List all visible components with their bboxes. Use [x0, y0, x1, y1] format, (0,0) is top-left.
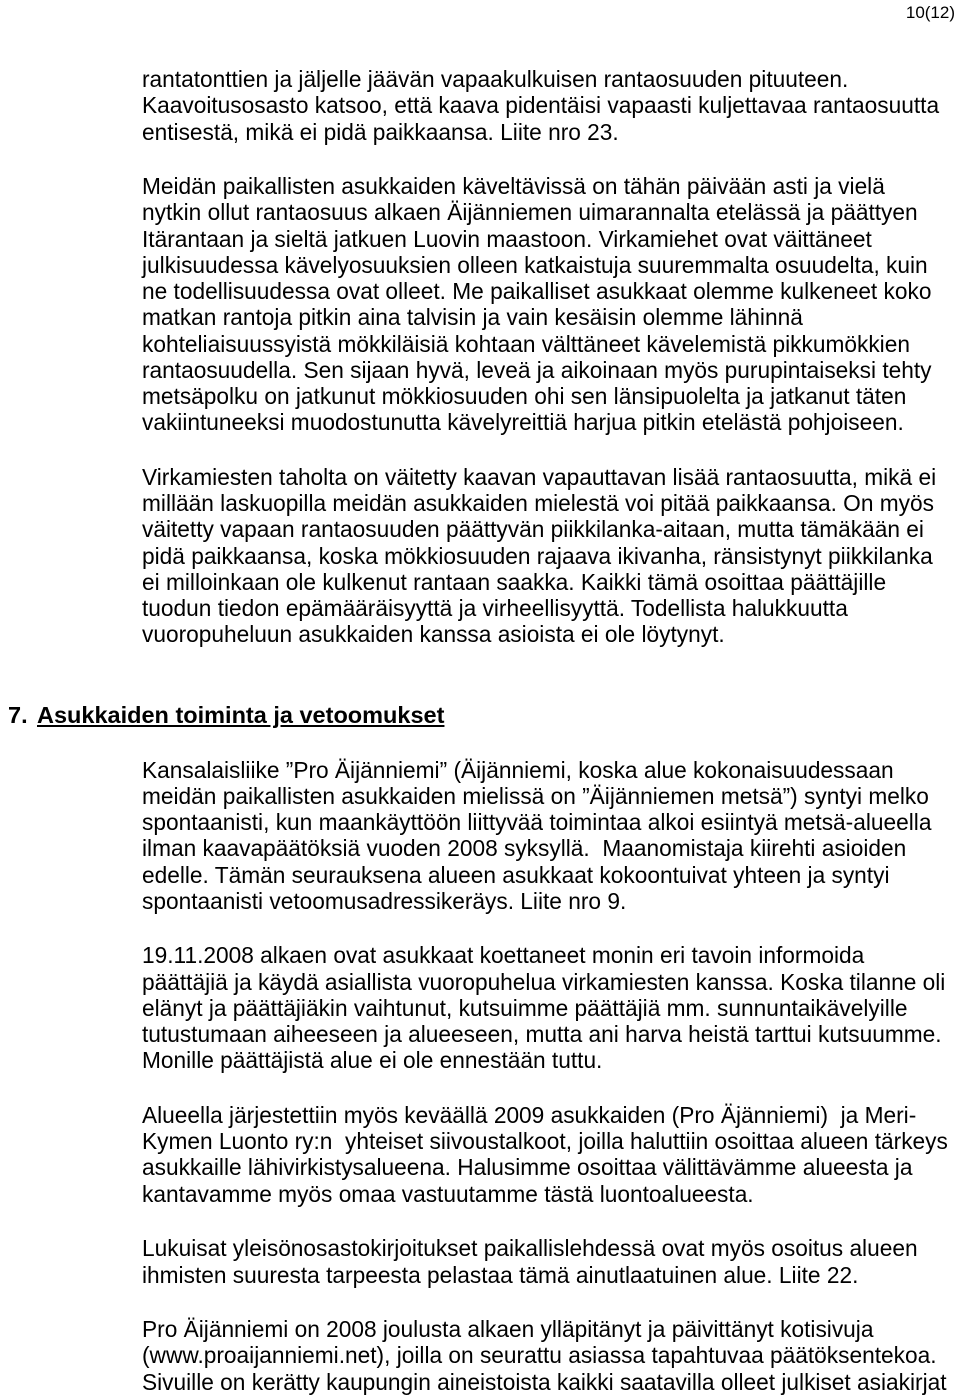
section-7: [0, 702, 960, 1395]
text-line: julkisuudessa kävelyosuuksien olleen katkaistuja suuremmalta osuudelta, kuin: [142, 251, 928, 278]
paragraph: [142, 173, 960, 436]
text-line: pidä paikkaansa, koska mökkiosuuden rajaava ikivanha, ränsistynyt piikkilanka: [142, 542, 933, 569]
text-line: ei milloinkaan ole kulkenut rantaan saakka. Kaikki tämä osoittaa päättäjille: [142, 568, 887, 595]
text-line: Virkamiesten taholta on väitetty kaavan vapauttavan lisää rantaosuutta, mikä ei: [142, 463, 937, 490]
text-line: 19.11.2008 alkaen ovat asukkaat koettaneet monin eri tavoin informoida: [142, 942, 865, 969]
text-line: ihmisten suuresta tarpeesta pelastaa tämä ainutlaatuinen alue. Liite 22.: [142, 1261, 859, 1288]
section-heading: [0, 702, 960, 728]
text-line: Kymen Luonto ry:n yhteiset siivoustalkoot, joilla haluttiin osoittaa alueen tärkeys: [142, 1128, 948, 1155]
paragraph: [142, 1102, 960, 1207]
text-line: meidän paikallisten asukkaiden mielissä on ”Äijänniemen metsä”) syntyi melko: [142, 782, 929, 809]
text-line: (www.proaijanniemi.net), joilla on seurattu asiassa tapahtuvaa päätöksentekoa.: [142, 1342, 937, 1369]
text-line: metsäpolku on jatkunut mökkiosuuden ohi sen länsipuolelta ja jatkanut täten: [142, 383, 907, 410]
intro-text: [0, 66, 960, 648]
text-line: Sivuille on kerätty kaupungin aineistoista kaikki saatavilla olleet julkiset asiakirjat: [142, 1368, 947, 1395]
text-line: ne todellisuudessa ovat olleet. Me paikalliset asukkaat olemme kulkeneet koko: [142, 278, 932, 305]
text-line: rantaosuudella. Sen sijaan hyvä, leveä ja aikoinaan myös purupintaiseksi tehty: [142, 356, 932, 383]
paragraph: [142, 1235, 960, 1288]
text-line: tutustumaan aiheeseen ja alueeseen, mutta ani harva heistä tarttui kutsuumme.: [142, 1021, 942, 1048]
section-number: 7.: [8, 702, 28, 729]
text-line: nytkin ollut rantaosuus alkaen Äijänniemen uimarannalta etelässä ja päättyen: [142, 199, 918, 226]
text-line: ilman kaavapäätöksiä vuoden 2008 syksyllä. Maanomistaja kiirehti asioiden: [142, 835, 907, 862]
text-line: vakiintuneeksi muodostunutta kävelyreittiä harjua pitkin etelästä pohjoiseen.: [142, 409, 904, 436]
paragraph: [142, 1316, 960, 1395]
text-line: Monille päättäjistä alue ei ole ennestään tuttu.: [142, 1047, 603, 1074]
text-line: kohteliaisuussyistä mökkiläisiä kohtaan välttäneet kävelemistä pikkumökkien: [142, 330, 910, 357]
page-number: 10(12): [905, 3, 955, 22]
text-line: tuodun tiedon epämääräisyyttä ja virheellisyyttä. Todellista halukkuutta: [142, 595, 848, 622]
text-line: asukkaille lähivirkistysalueena. Halusimme osoittaa välittävämme alueesta ja: [142, 1154, 913, 1181]
text-line: Itärantaan ja sieltä jatkuen Luovin maastoon. Virkamiehet ovat väittäneet: [142, 225, 872, 252]
text-line: elänyt ja päättäjiäkin vaihtunut, kutsuimme päättäjiä mm. sunnuntaikävelyille: [142, 994, 908, 1021]
text-line: millään laskuopilla meidän asukkaiden mielestä voi pitää paikkaansa. On myös: [142, 490, 934, 517]
paragraph: [142, 942, 960, 1073]
text-line: väitetty vapaan rantaosuuden päättyvän piikkilanka-aitaan, mutta tämäkään ei: [142, 516, 924, 543]
text-line: spontaanisti vetoomusadressikeräys. Liite nro 9.: [142, 887, 627, 914]
text-line: matkan rantoja pitkin aina talvisin ja vain kesäisin olemme lähinnä: [142, 304, 803, 331]
text-line: Lukuisat yleisönosastokirjoitukset paikallislehdessä ovat myös osoitus alueen: [142, 1235, 918, 1262]
text-line: Pro Äijänniemi on 2008 joulusta alkaen ylläpitänyt ja päivittänyt kotisivuja: [142, 1316, 874, 1343]
text-line: rantatonttien ja jäljelle jäävän vapaakulkuisen rantaosuuden pituuteen.: [142, 66, 849, 92]
document-body: [0, 66, 960, 1395]
text-line: edelle. Tämän seurauksena alueen asukkaat kokoontuivat yhteen ja syntyi: [142, 861, 890, 888]
text-line: päättäjiä ja käydä asiallista vuoropuhelua virkamiesten kanssa. Koska tilanne oli: [142, 968, 946, 995]
text-line: Meidän paikallisten asukkaiden käveltävissä on tähän päivään asti ja vielä: [142, 173, 885, 200]
paragraph: [142, 66, 960, 145]
text-line: entisestä, mikä ei pidä paikkaansa. Liite nro 23.: [142, 118, 619, 145]
section-title: Asukkaiden toiminta ja vetoomukset: [37, 702, 445, 729]
text-line: kantavamme myös omaa vastuutamme tästä luontoalueesta.: [142, 1180, 754, 1207]
text-line: Kansalaisliike ”Pro Äijänniemi” (Äijänniemi, koska alue kokonaisuudessaan: [142, 756, 894, 783]
text-line: spontaanisti, kun maankäyttöön liittyvää toimintaa alkoi esiintyä metsä-alueella: [142, 809, 932, 836]
paragraph: [142, 464, 960, 648]
text-line: vuoropuheluun asukkaiden kanssa asioista ei ole löytynyt.: [142, 621, 725, 648]
paragraph: [142, 757, 960, 915]
text-line: Kaavoitusosasto katsoo, että kaava pidentäisi vapaasti kuljettavaa rantaosuutta: [142, 92, 940, 119]
text-line: Alueella järjestettiin myös keväällä 2009 asukkaiden (Pro Äjänniemi) ja Meri-: [142, 1101, 917, 1128]
